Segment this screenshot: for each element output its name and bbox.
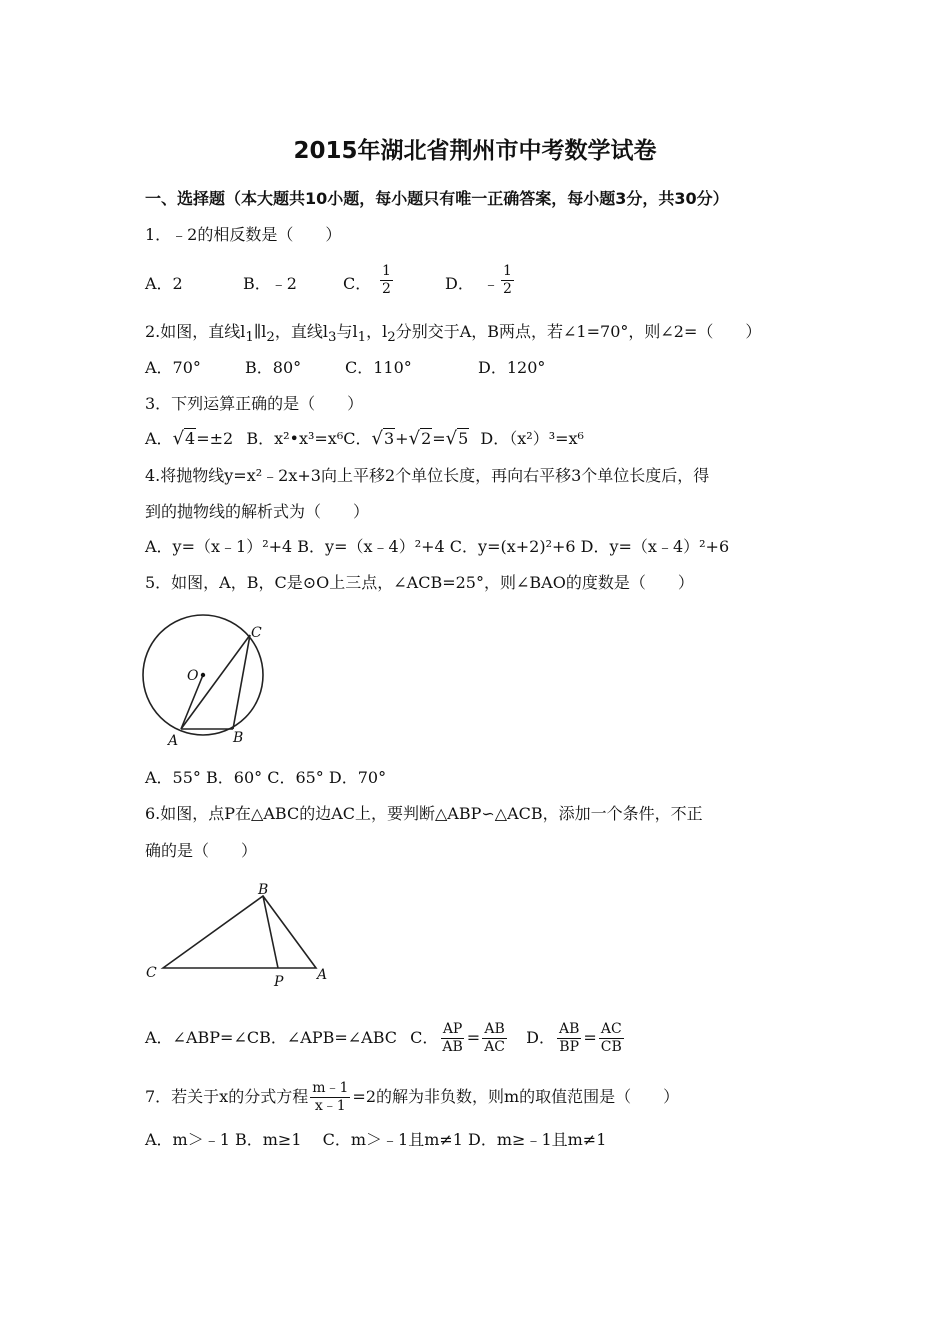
stem-part: 分别交于A，B两点，若∠1=70°，则∠2=（ ） — [395, 322, 762, 341]
label-a: A — [168, 733, 179, 749]
fraction-denominator: AC — [484, 1039, 506, 1055]
fraction-numerator: AB — [558, 1021, 580, 1037]
option-d-fraction — [501, 263, 514, 298]
fraction-denominator: CB — [600, 1039, 622, 1055]
question-4-options: A．y=（x﹣1）²+4 B．y=（x﹣4）²+4 C．y=(x+2)²+6 D．y=（x﹣4）²+6 — [145, 537, 730, 556]
question-7-options: A．m＞﹣1 B．m≥1 C．m＞﹣1且m≠1 D．m≥﹣1且m≠1 — [145, 1130, 607, 1149]
fraction-numerator: 1 — [503, 263, 512, 279]
option-a-rest: =±2 — [196, 429, 234, 448]
section-heading: 一、选择题（本大题共10小题，每小题只有唯一正确答案，每小题3分，共30分） — [145, 189, 729, 208]
option-b: B．﹣2 — [243, 274, 297, 293]
sqrt-symbol: √2 — [408, 428, 432, 449]
fraction-denominator: x﹣1 — [314, 1098, 346, 1114]
plus-sign: + — [395, 429, 409, 448]
question-3-options — [145, 428, 584, 450]
subscript: 1 — [245, 330, 254, 346]
label-b: B — [233, 730, 244, 746]
fraction-numerator: m﹣1 — [312, 1080, 349, 1096]
equals-sign: = — [466, 1028, 481, 1047]
option-a-label: A． — [145, 429, 173, 448]
circle-figure — [138, 614, 278, 750]
fraction-numerator: AP — [442, 1021, 463, 1037]
option-a: A．70° — [145, 358, 201, 377]
option-b: B．x²•x³=x⁶ — [246, 429, 344, 448]
option-c: C．110° — [345, 358, 412, 377]
sqrt-symbol: √3 — [371, 428, 395, 449]
equals-sign: = — [432, 429, 446, 448]
stem-part: 与l — [336, 322, 358, 341]
label-o: O — [187, 668, 199, 684]
fraction — [310, 1080, 350, 1115]
sqrt-symbol: √5 — [445, 428, 469, 449]
radicand: 2 — [421, 429, 432, 448]
subscript: 1 — [357, 330, 367, 346]
label-a: A — [317, 967, 328, 983]
triangle-abc — [163, 896, 316, 968]
option-c-label: C． — [410, 1028, 439, 1047]
question-4-stem-line1: 4.将抛物线y=x²﹣2x+3向上平移2个单位长度，再向右平移3个单位长度后，得 — [145, 466, 710, 485]
question-6-options — [145, 1021, 626, 1056]
page-title: 2015年湖北省荆州市中考数学试卷 — [293, 138, 657, 164]
radicand: 4 — [185, 429, 196, 448]
option-d-sign: ﹣ — [483, 274, 500, 293]
fraction-denominator: 2 — [382, 281, 391, 297]
fraction-numerator: AC — [600, 1021, 622, 1037]
stem-part: ，l — [366, 322, 388, 341]
question-3-stem: 3．下列运算正确的是（ ） — [145, 394, 364, 413]
question-2-stem — [145, 321, 761, 349]
label-b: B — [258, 882, 269, 898]
stem-part: ，直线l — [274, 322, 328, 341]
center-point — [201, 673, 205, 677]
question-7-stem — [145, 1080, 679, 1115]
option-d: D．（x²）³=x⁶ — [480, 429, 584, 448]
option-d-label: D． — [526, 1028, 555, 1047]
sqrt-symbol: √4 — [172, 428, 196, 449]
option-c-label: C． — [343, 429, 372, 448]
subscript: 2 — [266, 330, 275, 346]
option-b: B．∠APB=∠ABC — [259, 1028, 398, 1047]
option-b: B．80° — [245, 358, 302, 377]
label-c: C — [146, 965, 157, 981]
option-a: A．2 — [145, 274, 183, 293]
option-c-fraction — [380, 263, 393, 298]
stem-part: ∥l — [253, 322, 267, 341]
option-d-label: D． — [445, 274, 474, 293]
triangle-figure — [140, 882, 340, 992]
stem-part: 2.如图，直线l — [145, 322, 246, 341]
question-6-stem-line1: 6.如图，点P在△ABC的边AC上，要判断△ABP∽△ACB，添加一个条件，不正 — [145, 804, 703, 823]
stem-part: =2的解为非负数，则m的取值范围是（ ） — [352, 1087, 680, 1106]
equals-sign: = — [583, 1028, 597, 1047]
fraction — [557, 1021, 581, 1056]
option-c-label: C． — [343, 274, 372, 293]
question-6-stem-line2: 确的是（ ） — [145, 841, 258, 860]
radicand: 5 — [458, 429, 469, 448]
fraction — [482, 1021, 507, 1056]
subscript: 3 — [328, 330, 337, 346]
fraction — [440, 1021, 464, 1056]
label-p: P — [274, 974, 284, 990]
fraction — [599, 1021, 624, 1056]
question-1-stem: 1．﹣2的相反数是（ ） — [145, 225, 342, 244]
fraction-denominator: 2 — [503, 281, 512, 297]
question-5-options: A．55° B．60° C．65° D．70° — [145, 768, 387, 787]
fraction-denominator: AB — [442, 1039, 463, 1055]
stem-part: 7．若关于x的分式方程 — [145, 1087, 309, 1106]
subscript: 2 — [387, 330, 396, 346]
question-5-stem: 5．如图，A，B，C是⊙O上三点，∠ACB=25°，则∠BAO的度数是（ ） — [145, 573, 694, 592]
fraction-numerator: AB — [484, 1021, 505, 1037]
option-d: D．120° — [478, 358, 546, 377]
radicand: 3 — [383, 429, 395, 448]
label-c: C — [251, 625, 262, 641]
fraction-numerator: 1 — [382, 263, 391, 279]
option-a: A．∠ABP=∠C — [145, 1028, 260, 1047]
question-4-stem-line2: 到的抛物线的解析式为（ ） — [145, 502, 370, 521]
fraction-denominator: BP — [559, 1039, 580, 1055]
